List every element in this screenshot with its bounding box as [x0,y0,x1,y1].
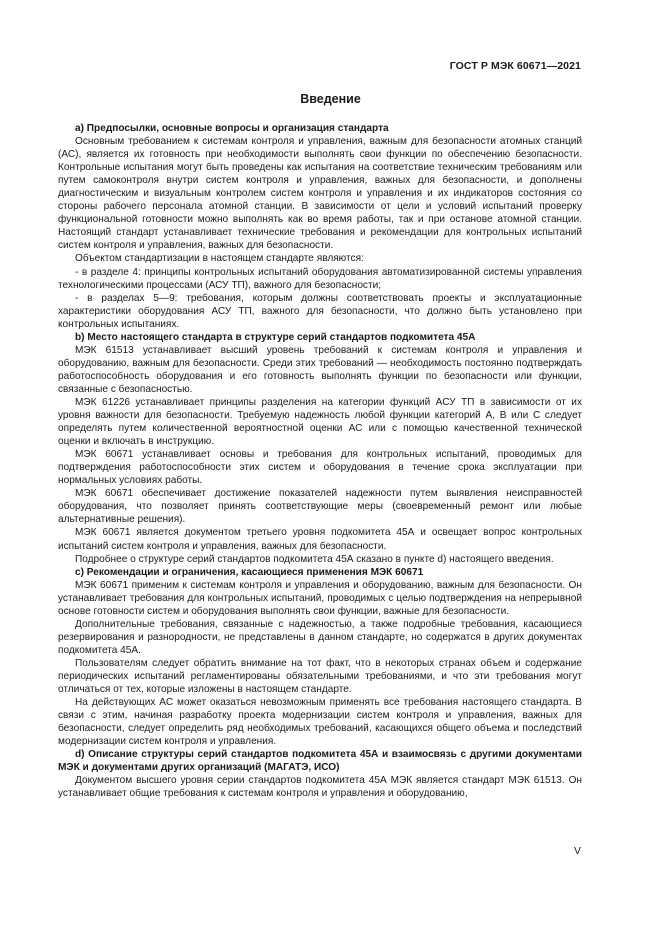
page-number: V [573,845,581,857]
section-title: Введение [300,92,361,106]
paragraph: Объектом стандартизации в настоящем стандарте являются: [75,253,364,265]
paragraph: Подробнее о структуре серий стандартов подкомитета 45А сказано в пункте d) настоящего введения. [75,553,554,565]
paragraph: Документом высшего уровня серии стандартов подкомитета 45А МЭК является стандарт МЭК 61513. Он устанавливает общие требования к системам контроля и управления и оборудованию, [58,775,582,800]
paragraph: МЭК 60671 является документом третьего уровня подкомитета 45А и освещает вопрос контрольных испытаний систем контроля и управления, важных для безопасности. [58,527,582,552]
paragraph: МЭК 60671 обеспечивает достижение показателей надежности путем выявления неисправностей оборудования, что позволяет принять соответствующие меры (своевременный ремонт или любые альтернативные решения). [58,488,582,526]
paragraph: - в разделах 5—9: требования, которым должны соответствовать проекты и эксплуатационные характеристики оборудования АСУ ТП, важного для безопасности, что должно быть установлено при контрольных испытаниях. [58,292,582,330]
subsection-heading: b) Место настоящего стандарта в структуре серий стандартов подкомитета 45А [75,331,476,343]
subsection-heading: d) Описание структуры серий стандартов подкомитета 45А и взаимосвязь с другими документами МЭК и документами других организаций (МАГАТЭ, ИСО) [58,749,582,774]
subsection-heading: a) Предпосылки, основные вопросы и организация стандарта [75,123,389,134]
paragraph: - в разделе 4: принципы контрольных испытаний оборудования автоматизированной системы управления технологическими процессами (АСУ ТП), важного для безопасности; [58,266,582,291]
document-header: ГОСТ Р МЭК 60671—2021 [449,60,581,72]
paragraph: МЭК 60671 устанавливает основы и требования для контрольных испытаний, проводимых для подтверждения работоспособности этих систем и оборудования в течение срока эксплуатации при нормальных условиях работы. [58,449,582,487]
paragraph: Дополнительные требования, связанные с надежностью, а также подробные требования, касающиеся резервирования и разнородности, не представлены в данном стандарте, но содержатся в других документах подкомитета 45А. [58,618,582,656]
body-text [58,122,582,800]
paragraph: Пользователям следует обратить внимание на тот факт, что в некоторых странах объем и содержание периодических испытаний регламентированы обязательными требованиями, и что эти требования могут отличаться от тех, которые изложены в настоящем стандарте. [58,657,582,696]
paragraph: МЭК 61226 устанавливает принципы разделения на категории функций АСУ ТП в зависимости от их уровня важности для безопасности. Требуемую надежность любой функции категорий А, В или С следует определять путем количественной вероятностной оценки АС или с помощью качественной технической оценки и включать в инструкцию. [58,396,582,448]
paragraph: МЭК 60671 применим к системам контроля и управления и оборудованию, важным для безопасности. Он устанавливает требования для контрольных испытаний, проводимых с целью подтверждения на непрерывной основе готовности систем и оборудования выполнять свои функции, важные для безопасности. [58,579,582,617]
paragraph: МЭК 61513 устанавливает высший уровень требований к системам контроля и управления и оборудованию, важным для безопасности. Среди этих требований — необходимость постоянно подтверждать работоспособность оборудования и его готовность выполнять функции по безопасности или функции, связанные с безопасностью. [58,344,582,395]
paragraph: На действующих АС может оказаться невозможным применять все требования настоящего стандарта. В связи с этим, начиная разработку проекта модернизации систем контроля и управления, важных для безопасности, следует определить ряд необходимых требований, касающихся общего объема и последствий модернизации систем контроля и управления. [58,697,582,748]
paragraph: Основным требованием к системам контроля и управления, важным для безопасности атомных станций (АС), является их готовность при необходимости выполнять свои функции по обеспечению безопасности. Контрольные испытания могут быть проведены как испытания на соответствие техническим требованиям или путем самоконтроля внутри систем контроля и управления, важных для безопасности, и дополнены диагностическим и визуальным контролем систем контроля и управления и их индикаторов состояния со стороны рабочего персонала атомной станции. В зависимости от цели и условий испытаний проверку функциональной готовности можно выполнять как во время работы, так и при останове атомной станции. Настоящий стандарт устанавливает технические требования и рекомендации для контрольных испытаний систем контроля и управления, важных для безопасности. [58,136,582,252]
subsection-heading: c) Рекомендации и ограничения, касающиеся применения МЭК 60671 [75,566,424,578]
